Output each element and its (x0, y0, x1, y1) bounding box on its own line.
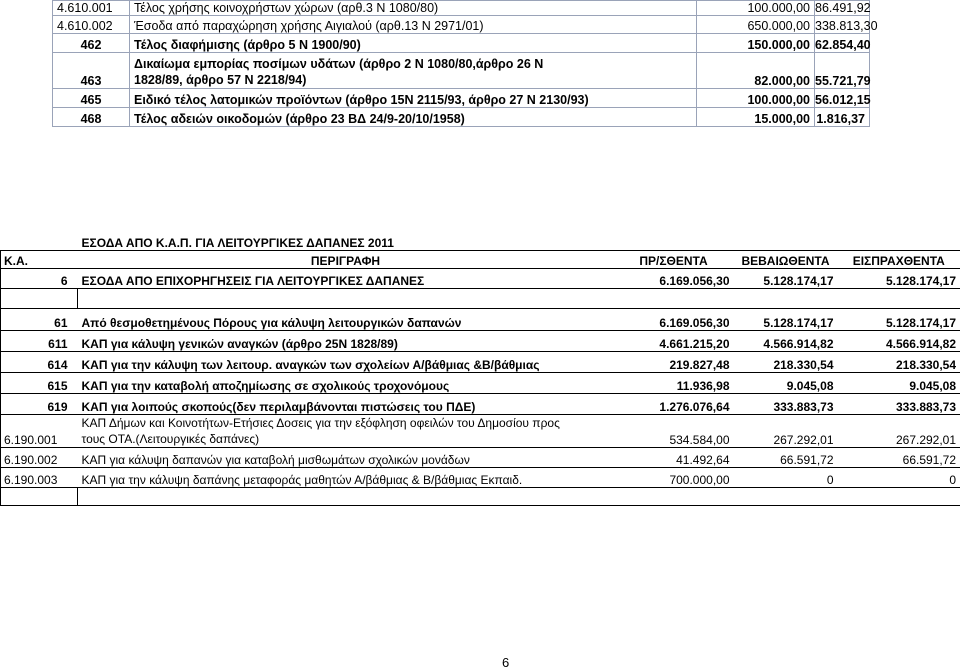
revenue-table-top (52, 0, 878, 127)
header-certified: ΒΕΒΑΙΩΘΕΝΤΑ (734, 250, 838, 268)
row-code: 4.610.002 (53, 16, 130, 34)
row-description: ΚΑΠ για κάλυψη γενικών αναγκών (άρθρο 25Ν 1828/89) (78, 330, 614, 351)
row-description-line2: 1828/89, άρθρο 57 Ν 2218/94) (134, 73, 307, 87)
row-code: 61 (1, 308, 78, 330)
table-row (53, 34, 870, 53)
row-code: 6.190.002 (1, 447, 78, 467)
row-collected: 5.128.174,17 (838, 268, 960, 288)
table-row (53, 108, 870, 127)
row-amount: 15.000,00 (697, 108, 815, 127)
row-code: 619 (1, 393, 78, 414)
row-description: ΚΑΠ για λοιπούς σκοπούς(δεν περιλαμβάνονται πιστώσεις του ΠΔΕ) (78, 393, 614, 414)
total-row (1, 268, 960, 288)
table-title-row (1, 234, 960, 250)
header-budget: ΠΡ/ΣΘΕΝΤΑ (614, 250, 734, 268)
row-budget: 41.492,64 (614, 447, 734, 467)
header-description: ΠΕΡΙΓΡΑΦΗ (78, 250, 614, 268)
row-certified: 218.330,54 (734, 351, 838, 372)
row-collected: 62.854,40 (815, 34, 870, 53)
row-description (130, 53, 697, 89)
row-collected: 0 (838, 467, 960, 487)
table-row (1, 308, 960, 330)
row-description: Έσοδα από παραχώρηση χρήσης Αιγιαλού (αρθ.13 Ν 2971/01) (130, 16, 697, 34)
row-certified: 66.591,72 (734, 447, 838, 467)
row-description (78, 414, 614, 447)
header-collected: ΕΙΣΠΡΑΧΘΕΝΤΑ (838, 250, 960, 268)
table-row (53, 16, 870, 34)
row-amount: 150.000,00 (697, 34, 815, 53)
row-description-line1: Δικαίωμα εμπορίας ποσίμων υδάτων (άρθρο 2 Ν 1080/80,άρθρο 26 Ν (134, 57, 544, 71)
row-certified: 333.883,73 (734, 393, 838, 414)
row-certified: 0 (734, 467, 838, 487)
row-certified: 267.292,01 (734, 414, 838, 447)
row-budget: 534.584,00 (614, 414, 734, 447)
row-budget: 6.169.056,30 (614, 268, 734, 288)
row-collected: 333.883,73 (838, 393, 960, 414)
row-amount: 100.000,00 (697, 1, 815, 16)
spacer-row (1, 288, 960, 308)
row-description: Ειδικό τέλος λατομικών προϊόντων (άρθρο 15Ν 2115/93, άρθρο 27 Ν 2130/93) (130, 89, 697, 108)
row-collected: 5.128.174,17 (838, 308, 960, 330)
row-code: 6.190.003 (1, 467, 78, 487)
kap-revenue-table (0, 234, 960, 506)
row-amount: 82.000,00 (697, 53, 815, 89)
row-code: 614 (1, 351, 78, 372)
row-code: 462 (53, 34, 130, 53)
row-code: 615 (1, 372, 78, 393)
row-code: 463 (53, 53, 130, 89)
table-row (1, 372, 960, 393)
row-collected: 338.813,30 (815, 16, 870, 34)
row-description: ΚΑΠ για την κάλυψη των λειτουρ. αναγκών των σχολείων Α/βάθμιας &Β/βάθμιας (78, 351, 614, 372)
row-collected: 1.816,37 (815, 108, 870, 127)
row-description: ΚΑΠ για την καταβολή αποζημίωσης σε σχολικούς τροχονόμους (78, 372, 614, 393)
table-row (1, 467, 960, 487)
row-collected: 4.566.914,82 (838, 330, 960, 351)
row-description: ΚΑΠ για κάλυψη δαπανών για καταβολή μισθωμάτων σχολικών μονάδων (78, 447, 614, 467)
table-row (1, 393, 960, 414)
row-code: 468 (53, 108, 130, 127)
table-row (53, 53, 870, 89)
row-code: 465 (53, 89, 130, 108)
row-budget: 4.661.215,20 (614, 330, 734, 351)
row-certified: 5.128.174,17 (734, 308, 838, 330)
row-amount: 650.000,00 (697, 16, 815, 34)
table-title: ΕΣΟΔΑ ΑΠΟ Κ.Α.Π. ΓΙΑ ΛΕΙΤΟΥΡΓΙΚΕΣ ΔΑΠΑΝΕΣ 2011 (81, 235, 394, 250)
row-certified: 4.566.914,82 (734, 330, 838, 351)
row-code: 611 (1, 330, 78, 351)
row-collected: 9.045,08 (838, 372, 960, 393)
page-number: 6 (502, 655, 510, 670)
table-row (53, 1, 870, 16)
row-collected: 66.591,72 (838, 447, 960, 467)
row-description: ΚΑΠ για την κάλυψη δαπάνης μεταφοράς μαθητών Α/βάθμιας & Β/βάθμιας Εκπαιδ. (78, 467, 614, 487)
row-description-line2: τους ΟΤΑ.(Λειτουργικές δαπάνες) (81, 431, 260, 446)
row-collected: 267.292,01 (838, 414, 960, 447)
row-collected: 86.491,92 (815, 1, 871, 15)
row-description: Τέλος χρήσης κοινοχρήστων χώρων (αρθ.3 Ν 1080/80) (130, 1, 697, 16)
spacer-row (1, 487, 960, 505)
row-code: 4.610.001 (53, 1, 130, 16)
row-budget: 11.936,98 (614, 372, 734, 393)
row-collected: 218.330,54 (838, 351, 960, 372)
row-budget: 219.827,48 (614, 351, 734, 372)
row-description: Τέλος διαφήμισης (άρθρο 5 Ν 1900/90) (130, 34, 697, 53)
header-code: Κ.Α. (1, 250, 78, 268)
row-collected: 56.012,15 (815, 89, 870, 108)
table-row (1, 330, 960, 351)
row-amount: 100.000,00 (697, 89, 815, 108)
row-collected: 55.721,79 (815, 53, 870, 89)
row-description: Από θεσμοθετημένους Πόρους για κάλυψη λειτουργικών δαπανών (78, 308, 614, 330)
row-code: 6 (1, 268, 78, 288)
row-budget: 6.169.056,30 (614, 308, 734, 330)
row-description: ΕΣΟΔΑ ΑΠΟ ΕΠΙΧΟΡΗΓΗΣΕΙΣ ΓΙΑ ΛΕΙΤΟΥΡΓΙΚΕΣ ΔΑΠΑΝΕΣ (78, 268, 614, 288)
header-row (1, 250, 960, 268)
row-certified: 9.045,08 (734, 372, 838, 393)
row-certified: 5.128.174,17 (734, 268, 838, 288)
row-description: Τέλος αδειών οικοδομών (άρθρο 23 ΒΔ 24/9-20/10/1958) (130, 108, 697, 127)
row-description-line1: ΚΑΠ Δήμων και Κοινοτήτων-Ετήσιες Δοσεις για την εξόφληση οφειλών του Δημοσίου προς (81, 415, 560, 430)
table-row (1, 414, 960, 447)
table-row (53, 89, 870, 108)
row-budget: 1.276.076,64 (614, 393, 734, 414)
row-code: 6.190.001 (1, 414, 78, 447)
table-row (1, 447, 960, 467)
table-row (1, 351, 960, 372)
row-budget: 700.000,00 (614, 467, 734, 487)
